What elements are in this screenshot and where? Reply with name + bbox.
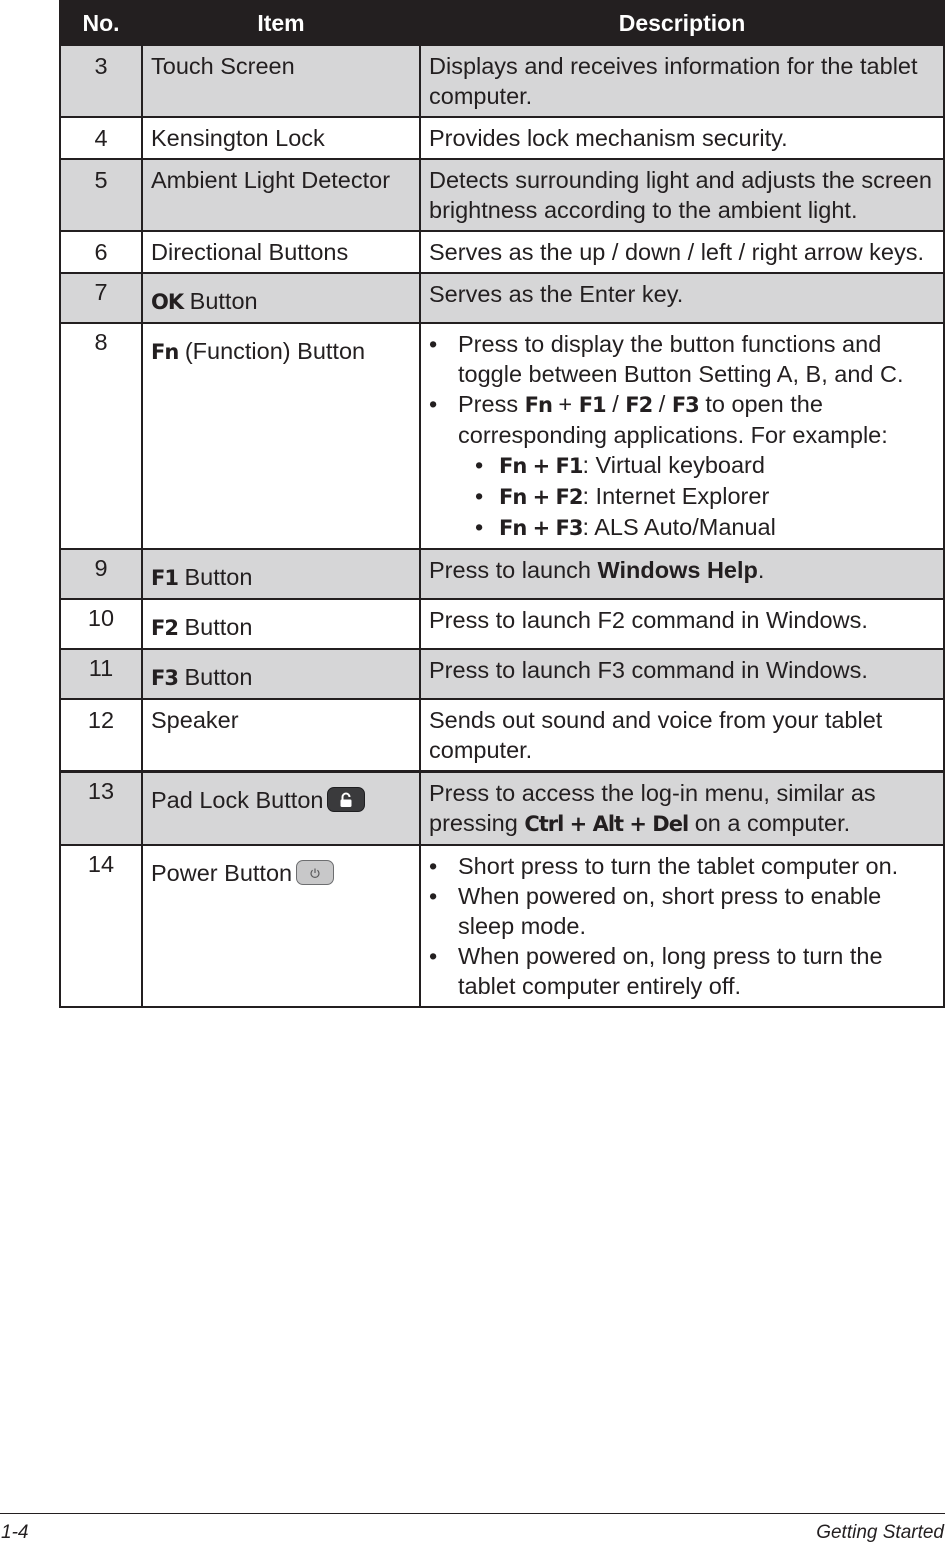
row-description: Press to launch F2 command in Windows. bbox=[420, 599, 944, 649]
key-combo: Ctrl + Alt + Del bbox=[524, 812, 689, 836]
table-row bbox=[60, 699, 944, 772]
bullet-list bbox=[429, 329, 939, 543]
row-item: Speaker bbox=[142, 699, 420, 772]
row-description: Provides lock mechanism security. bbox=[420, 117, 944, 159]
bullet-list bbox=[429, 851, 939, 1001]
key-label: F1 bbox=[151, 566, 178, 590]
bullet-item: • When powered on, short press to enable sleep mode. bbox=[429, 881, 939, 941]
key-label: F2 bbox=[625, 393, 653, 417]
key-label: Fn bbox=[524, 393, 552, 417]
row-number: 13 bbox=[60, 772, 142, 846]
bullet-item: • Short press to turn the tablet computer on. bbox=[429, 851, 939, 881]
example-text: : ALS Auto/Manual bbox=[582, 514, 776, 540]
button-description-table bbox=[59, 0, 945, 1008]
row-description bbox=[420, 549, 944, 599]
row-number: 3 bbox=[60, 45, 142, 117]
row-item bbox=[142, 549, 420, 599]
table-row bbox=[60, 845, 944, 1007]
row-description: Serves as the Enter key. bbox=[420, 273, 944, 323]
row-number: 7 bbox=[60, 273, 142, 323]
key-label: Fn bbox=[151, 340, 179, 364]
description-bold: Windows Help bbox=[597, 557, 758, 583]
table-row bbox=[60, 549, 944, 599]
row-item bbox=[142, 273, 420, 323]
key-combo: Fn + F3 bbox=[499, 516, 583, 540]
row-number: 10 bbox=[60, 599, 142, 649]
bullet-text: Press bbox=[458, 391, 525, 417]
description-text: Press to access the log-in menu, similar as pressing bbox=[429, 780, 876, 836]
bullet-text: + bbox=[551, 391, 579, 417]
row-number: 5 bbox=[60, 159, 142, 231]
table-row bbox=[60, 649, 944, 699]
row-item: Kensington Lock bbox=[142, 117, 420, 159]
row-number: 9 bbox=[60, 549, 142, 599]
key-combo: Fn + F2 bbox=[499, 485, 583, 509]
row-description: Serves as the up / down / left / right arrow keys. bbox=[420, 231, 944, 273]
row-item-label: (Function) Button bbox=[178, 338, 366, 364]
row-item-label: Button bbox=[177, 564, 253, 590]
row-number: 14 bbox=[60, 845, 142, 1007]
row-number: 12 bbox=[60, 699, 142, 772]
row-number: 6 bbox=[60, 231, 142, 273]
key-label: F3 bbox=[671, 393, 699, 417]
row-item bbox=[142, 845, 420, 1007]
row-item-label: Button bbox=[177, 664, 253, 690]
row-item bbox=[142, 649, 420, 699]
table-header-row bbox=[60, 1, 944, 45]
table-row bbox=[60, 599, 944, 649]
row-item-label: Button bbox=[183, 288, 258, 314]
table-row bbox=[60, 45, 944, 117]
section-title: Getting Started bbox=[816, 1522, 944, 1543]
example-list bbox=[458, 450, 939, 543]
row-description bbox=[420, 845, 944, 1007]
table-row bbox=[60, 117, 944, 159]
header-no: No. bbox=[60, 1, 142, 45]
bullet-item: • When powered on, long press to turn the tablet computer entirely off. bbox=[429, 941, 939, 1001]
row-description: Displays and receives information for the tablet computer. bbox=[420, 45, 944, 117]
description-text: . bbox=[757, 557, 765, 583]
key-label: F1 bbox=[578, 393, 606, 417]
bullet-text: / bbox=[652, 391, 672, 417]
row-description: Detects surrounding light and adjusts the screen brightness according to the ambient light. bbox=[420, 159, 944, 231]
row-description: Press to launch F3 command in Windows. bbox=[420, 649, 944, 699]
bullet-item bbox=[429, 389, 939, 543]
key-label: F3 bbox=[151, 666, 178, 690]
table-row bbox=[60, 772, 944, 846]
table-row bbox=[60, 273, 944, 323]
row-item bbox=[142, 772, 420, 846]
description-text: on a computer. bbox=[688, 810, 851, 836]
table-row bbox=[60, 323, 944, 549]
example-item bbox=[458, 481, 939, 512]
row-description: Sends out sound and voice from your tablet computer. bbox=[420, 699, 944, 772]
row-item: Touch Screen bbox=[142, 45, 420, 117]
row-item: Directional Buttons bbox=[142, 231, 420, 273]
row-number: 4 bbox=[60, 117, 142, 159]
padlock-button-icon bbox=[327, 787, 365, 812]
row-item bbox=[142, 599, 420, 649]
example-item bbox=[458, 512, 939, 543]
row-item bbox=[142, 323, 420, 549]
table-row bbox=[60, 231, 944, 273]
page-number: 1-4 bbox=[1, 1522, 29, 1543]
row-description bbox=[420, 323, 944, 549]
row-description bbox=[420, 772, 944, 846]
description-text: Press to launch bbox=[429, 557, 598, 583]
power-button-icon bbox=[296, 860, 334, 885]
key-label: OK bbox=[151, 290, 184, 314]
row-number: 8 bbox=[60, 323, 142, 549]
row-item-label: Pad Lock Button bbox=[151, 787, 324, 813]
example-text: : Internet Explorer bbox=[582, 483, 770, 509]
bullet-text: / bbox=[605, 391, 626, 417]
key-label: F2 bbox=[151, 616, 178, 640]
row-item-label: Power Button bbox=[151, 860, 293, 886]
table-row bbox=[60, 159, 944, 231]
example-item bbox=[458, 450, 939, 481]
row-item: Ambient Light Detector bbox=[142, 159, 420, 231]
bullet-text: to open the corresponding applications. For example: bbox=[458, 391, 888, 448]
key-combo: Fn + F1 bbox=[499, 454, 583, 478]
example-text: : Virtual keyboard bbox=[582, 452, 765, 478]
bullet-item: • Press to display the button functions and toggle between Button Setting A, B, and C. bbox=[429, 329, 939, 389]
header-description: Description bbox=[420, 1, 944, 45]
footer-divider bbox=[0, 1513, 945, 1514]
row-item-label: Button bbox=[177, 614, 253, 640]
row-number: 11 bbox=[60, 649, 142, 699]
header-item: Item bbox=[142, 1, 420, 45]
